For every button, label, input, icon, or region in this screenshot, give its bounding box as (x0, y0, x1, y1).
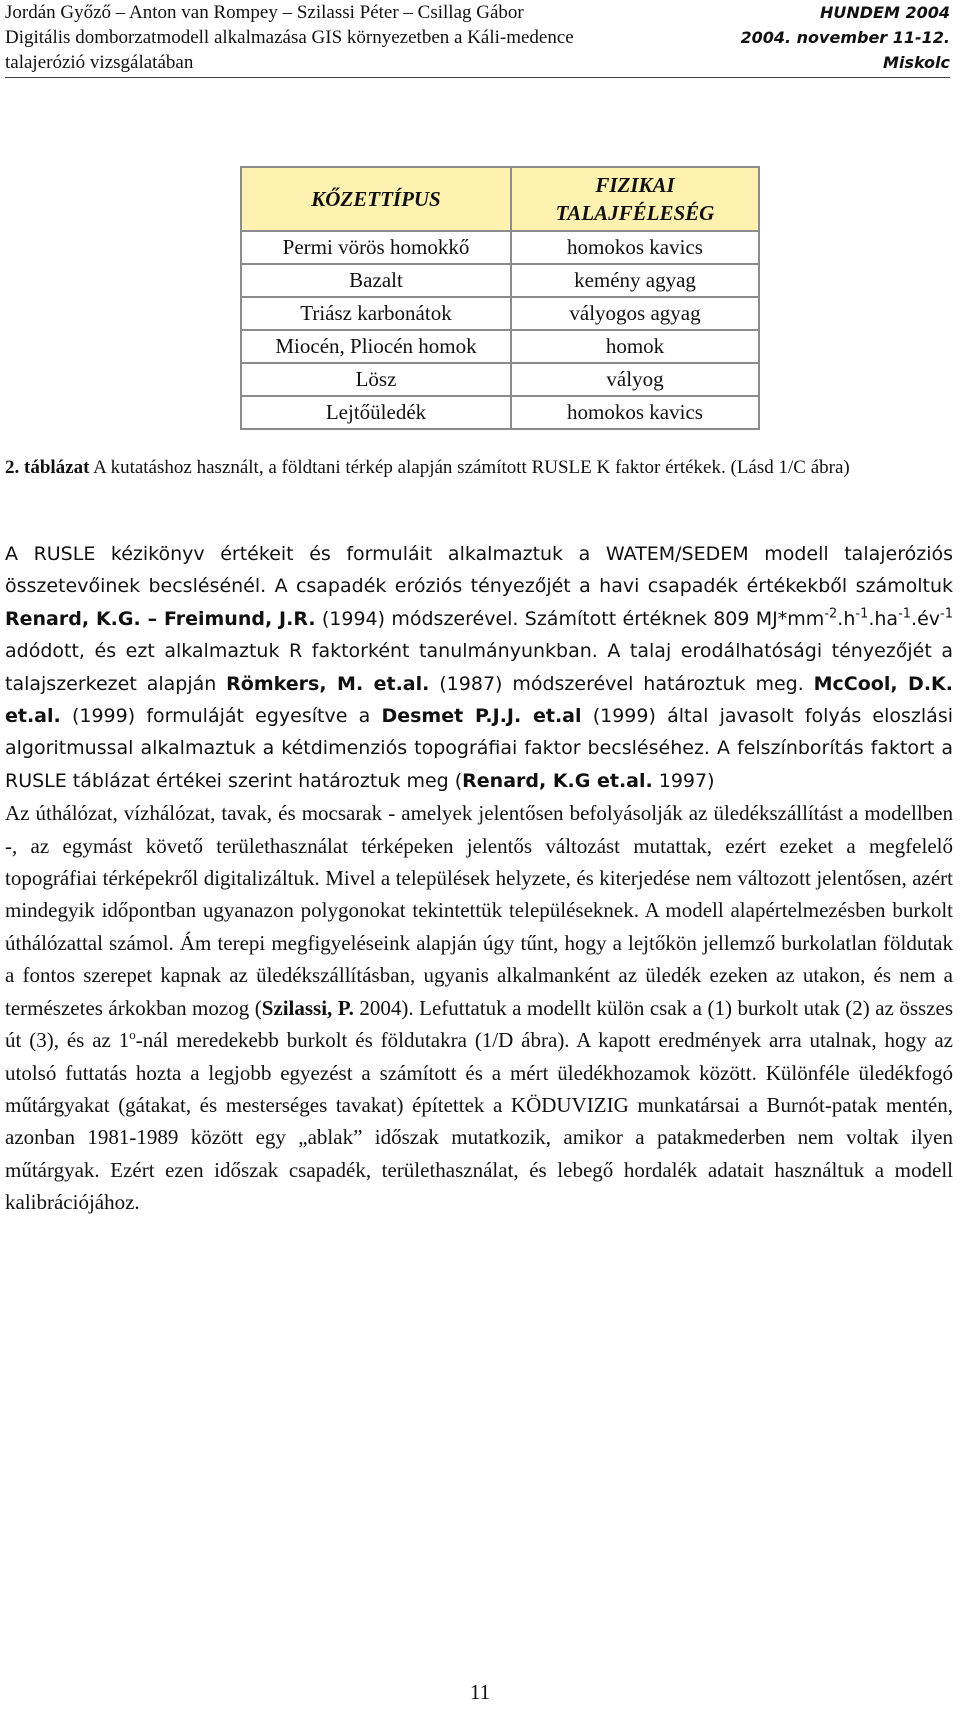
header-authors-title (5, 0, 574, 75)
table-cell-soil: kemény agyag (511, 264, 759, 297)
superscript: -1 (855, 606, 869, 622)
table-header-soil-texture-line1: FIZIKAI (595, 173, 675, 197)
table-header-soil-texture (511, 167, 759, 231)
header-divider (5, 77, 950, 78)
citation-romkers: Römkers, M. et.al. (226, 672, 430, 695)
paragraph-roads (5, 797, 953, 1218)
page-number: 11 (469, 1680, 491, 1704)
table-caption-text: A kutatáshoz használt, a földtani térkép alapján számított RUSLE K faktor értékek. (Lásd 1/C ábra) (93, 457, 850, 478)
text-run: (1999) formuláját egyesítve a (60, 705, 382, 728)
text-run: 2004). Lefuttatuk a modellt külön csak a (1) burkolt utak (2) az összes út (3), és az 1 (5, 995, 953, 1053)
header-authors: Jordán Győző – Anton van Rompey – Szilassi Péter – Csillag Gábor (5, 2, 524, 23)
table-caption-label: 2. táblázat (5, 457, 90, 478)
text-run: adódott, és ezt alkalmaztuk R faktorként tanulmányunkban. A talaj erodálhatósági tényezőjét a talajszerkezet alapján (5, 640, 953, 695)
superscript: -2 (824, 606, 838, 622)
table-cell-soil: homokos kavics (511, 396, 759, 429)
text-run: (1999) által javasolt folyás eloszlási algoritmussal alkalmaztuk a kétdimenziós topográfiai faktor becsléséhez. A felszínborítás faktort a RUSLE táblázat értékei szerint határoztuk meg ( (5, 705, 953, 792)
table-row (241, 396, 759, 429)
table-caption (5, 452, 953, 484)
page-header (5, 0, 950, 75)
superscript: o (129, 1027, 136, 1043)
table-cell-soil: homokos kavics (511, 231, 759, 264)
body-text (5, 538, 953, 1219)
table-row (241, 264, 759, 297)
citation-desmet: Desmet P.J.J. et.al (381, 705, 582, 728)
table-cell-soil: vályog (511, 363, 759, 396)
superscript: -1 (898, 606, 912, 622)
text-run: .h (837, 607, 856, 630)
paragraph-rusle (5, 538, 953, 797)
text-run: (1987) módszerével határoztuk meg. (429, 672, 814, 695)
citation-szilassi: Szilassi, P. (261, 995, 354, 1020)
table-cell-rock: Triász karbonátok (241, 297, 511, 330)
citation-renard-1997: Renard, K.G et.al. (462, 769, 653, 792)
header-conference-name: HUNDEM 2004 (819, 3, 950, 22)
table-row (241, 363, 759, 396)
citation-renard: Renard, K.G. – Freimund, J.R. (5, 607, 316, 630)
text-run: Az úthálózat, vízhálózat, tavak, és mocsarak - amelyek jelentősen befolyásolják az üledékszállítást a modellben -, az egymást követő területhasználat térképeken jelentős változást mutattak, ezért ezeket a megfelelő topográfiai térképekről digitalizáltuk. Mivel a települések helyzete, és kiterjedése nem változott jelentősen, azért mindegyik időpontban ugyanazon polygonokat tekintettük településeknek. A modell alapértelmezésben burkolt úthálózattal számol. Ám terepi megfigyeléseink alapján úgy tűnt, hogy a lejtőkön jellemző burkolatlan földutak a fontos szerepet kapnak az üledékszállításban, ugyanis alkalmanként az üledék ezeken az utakon, és nem a természetes árkokban mozog ( (5, 801, 953, 1020)
table-cell-rock: Miocén, Pliocén homok (241, 330, 511, 363)
soil-type-table (240, 166, 760, 430)
header-conference-place: Miskolc (883, 53, 950, 72)
header-title-line2: talajerózió vizsgálatában (5, 52, 194, 73)
table-row (241, 297, 759, 330)
table-header-rock-type: KŐZETTÍPUS (241, 167, 511, 231)
table-cell-rock: Lösz (241, 363, 511, 396)
table-cell-rock: Permi vörös homokkő (241, 231, 511, 264)
superscript: -1 (940, 606, 953, 622)
table-header-soil-texture-line2: TALAJFÉLESÉG (555, 201, 715, 225)
citation-mccool: McCool, D.K. et.al. (5, 672, 953, 728)
text-run: (1994) módszerével. Számított értéknek 809 MJ*mm (315, 607, 825, 630)
text-run: 1997) (652, 769, 715, 792)
table-cell-soil: vályogos agyag (511, 297, 759, 330)
text-run: .ha (868, 607, 899, 630)
table-row (241, 231, 759, 264)
header-conference (740, 0, 950, 75)
table-cell-soil: homok (511, 330, 759, 363)
text-run: A RUSLE kézikönyv értékeit és formuláit alkalmaztuk a WATEM/SEDEM modell talajeróziós összetevőinek becslésénél. A csapadék eróziós tényezőjét a havi csapadék értékekből számoltuk (5, 543, 953, 598)
header-conference-date: 2004. november 11-12. (740, 28, 950, 47)
text-run: -nál meredekebb burkolt és földutakra (1/D ábra). A kapott eredmények arra utalnak, hogy az utolsó futtatás hozta a legjobb egyezést a számított és a mért üledékhozamok között. Különféle üledékfogó műtárgyakat (gátakat, és mesterséges tavakat) építettek a KÖDUVIZIG munkatársai a Burnót-patak mentén, azonban 1981-1989 között egy „ablak” időszak mutatkozik, amikor a patakmederben nem voltak ilyen műtárgyak. Ezért ezen időszak csapadék, területhasználat, és lebegő hordalék adatait használtuk a modell kalibrációjához. (5, 1028, 953, 1215)
table-row (241, 330, 759, 363)
header-title-line1: Digitális domborzatmodell alkalmazása GIS környezetben a Káli-medence (5, 27, 574, 48)
table-cell-rock: Bazalt (241, 264, 511, 297)
table-cell-rock: Lejtőüledék (241, 396, 511, 429)
text-run: .év (911, 607, 941, 630)
